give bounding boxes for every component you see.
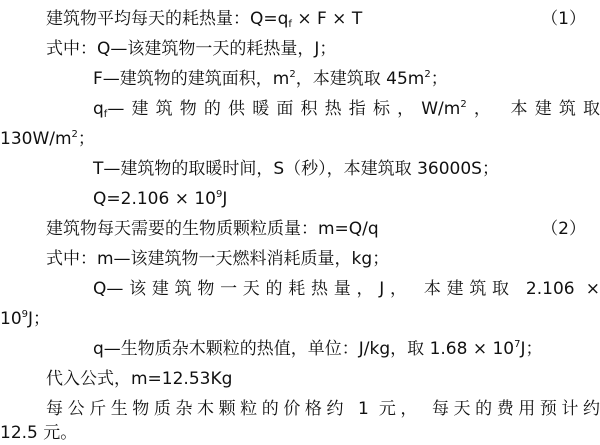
def-qf-value-end: ； (77, 129, 95, 149)
def-m-text: 式中：m—该建筑物一天燃料消耗质量，kg； (46, 249, 390, 269)
def-f-end: ； (430, 69, 448, 89)
superscript-2d: 2 (71, 129, 78, 140)
def-q2-end: J； (28, 309, 51, 329)
formula-1-line (0, 8, 600, 30)
cost-line-cont (0, 422, 77, 444)
definition-q-heat (93, 338, 543, 360)
substitution-line (46, 368, 232, 390)
superscript-2b: 2 (424, 69, 431, 80)
superscript-9: 9 (215, 189, 223, 200)
superscript-2c: 2 (460, 99, 467, 110)
def-qf-value: 130W/m (0, 129, 72, 149)
cost-text: 每公斤生物质杂木颗粒的价格约 1 元， 每天的费用预计约 (46, 399, 600, 419)
result-q-unit: J (222, 189, 228, 209)
definition-header-2 (46, 248, 389, 270)
definition-q2 (93, 278, 600, 300)
equation-number-1: （1） (541, 9, 586, 29)
definition-t (93, 158, 499, 180)
formula-1-rest: × F × T (291, 9, 363, 29)
definition-qf-cont (0, 128, 95, 150)
superscript-7: 7 (514, 339, 521, 350)
def-q-text: 式中：Q—该建筑物一天的耗热量，J； (46, 39, 337, 59)
result-q (93, 188, 227, 210)
def-f-text: F—建筑物的建筑面积，m (93, 69, 290, 89)
def-q-heat-text: q—生物质杂木颗粒的热值，单位：J/kg，取 1.68 × 10 (93, 339, 515, 359)
definition-q2-cont (0, 308, 50, 330)
definition-qf (93, 98, 600, 120)
definition-f (93, 68, 448, 90)
def-q-heat-end: J； (520, 339, 543, 359)
subscript-f: f (288, 19, 292, 30)
subscript-f-2: f (103, 109, 108, 120)
cost-value: 12.5 元。 (0, 423, 78, 443)
formula-2-line (0, 218, 600, 240)
formula-2-text: 建筑物每天需要的生物质颗粒质量：m=Q/q (46, 219, 379, 239)
def-f-value: ，本建筑取 45m (295, 69, 425, 89)
def-q2-value: 10 (0, 309, 22, 329)
def-t-text: T—建筑物的取暖时间，S（秒），本建筑取 36000S； (93, 159, 499, 179)
def-qf-text: —建筑物的供暖面积热指标，W/m (107, 99, 461, 119)
formula-1-text: 建筑物平均每天的耗热量：Q=q (46, 9, 289, 29)
cost-line (46, 398, 600, 420)
superscript-9b: 9 (21, 309, 29, 320)
result-q-text: Q=2.106 × 10 (93, 189, 216, 209)
substitution-text: 代入公式，m=12.53Kg (46, 369, 233, 389)
def-qf-end: ， 本建筑取 (466, 99, 600, 119)
def-qf-q: q (93, 99, 104, 119)
definition-header-1 (46, 38, 336, 60)
equation-number-2: （2） (541, 219, 586, 239)
def-q2-text: Q—该建筑物一天的耗热量，J， 本建筑取 2.106 × (93, 279, 600, 299)
superscript-2: 2 (289, 69, 296, 80)
